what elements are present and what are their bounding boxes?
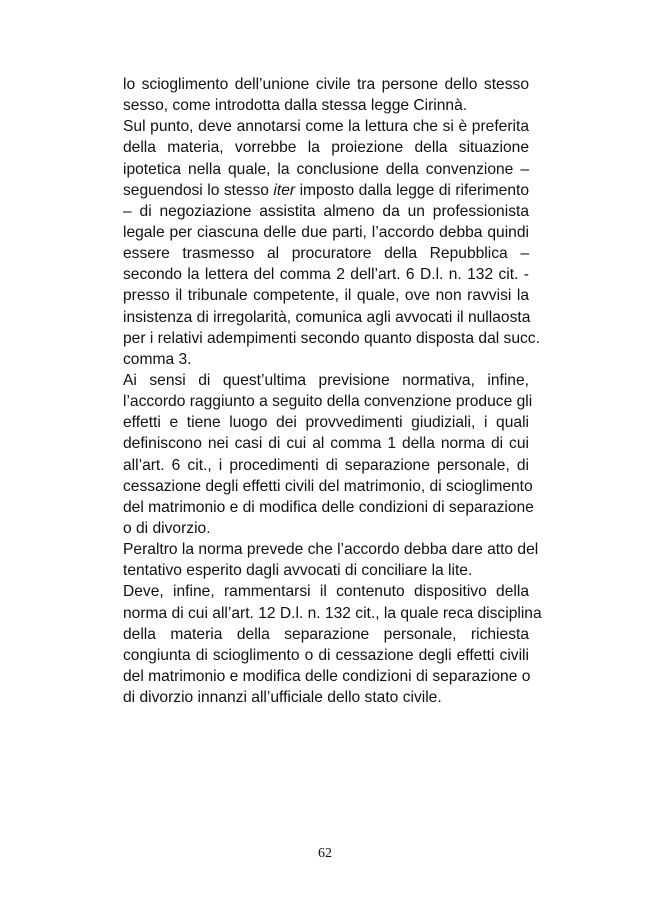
text-line: lo scioglimento dell’unione civile tra persone dello stesso: [123, 76, 529, 93]
text-line: legale per ciascuna delle due parti, l’accordo debba quindi: [123, 223, 529, 241]
text-line: essere trasmesso al procuratore della Repubblica –: [123, 245, 529, 263]
text-line: ipotetica nella quale, la conclusione della convenzione –: [123, 160, 529, 178]
text-line: della materia, vorrebbe la proiezione della situazione: [123, 139, 529, 157]
text-line: Sul punto, deve annotarsi come la lettura che si è preferita: [123, 118, 529, 136]
text-line: norma di cui all’art. 12 D.l. n. 132 cit., la quale reca disciplina: [123, 604, 542, 622]
text-line: all’art. 6 cit., i procedimenti di separazione personale, di: [123, 456, 529, 474]
text-line: Ai sensi di quest’ultima previsione normativa, infine,: [123, 371, 529, 389]
text-line: del matrimonio e di modifica delle condizioni di separazione: [123, 498, 534, 516]
page-number: 62: [318, 846, 332, 861]
text-line: comma 3.: [123, 350, 192, 368]
text-line: [123, 180, 529, 201]
text-line: insistenza di irregolarità, comunica agli avvocati il nullaosta: [123, 308, 531, 326]
text-segment: imposto dalla legge di riferimento: [295, 181, 529, 199]
text-line: o di divorzio.: [123, 519, 211, 537]
text-line: – di negoziazione assistita almeno da un professionista: [123, 202, 529, 220]
text-segment: seguendosi lo stesso: [123, 181, 274, 199]
body-text: [123, 74, 542, 708]
text-line: definiscono nei casi di cui al comma 1 della norma di cui: [123, 435, 529, 453]
text-line: sesso, come introdotta dalla stessa legge Cirinnà.: [123, 97, 468, 115]
text-line: della materia della separazione personale, richiesta: [123, 625, 529, 643]
text-line: di divorzio innanzi all’ufficiale dello stato civile.: [123, 689, 442, 707]
text-line: Deve, infine, rammentarsi il contenuto dispositivo della: [123, 583, 529, 601]
text-line: del matrimonio e modifica delle condizioni di separazione o: [123, 667, 531, 685]
text-line: per i relativi adempimenti secondo quanto disposta dal succ.: [123, 329, 540, 347]
text-line: effetti e tiene luogo dei provvedimenti giudiziali, i quali: [123, 414, 529, 432]
text-line: tentativo esperito dagli avvocati di conciliare la lite.: [123, 562, 473, 580]
text-line: secondo la lettera del comma 2 dell’art. 6 D.l. n. 132 cit. -: [123, 266, 529, 284]
text-line: Peraltro la norma prevede che l’accordo debba dare atto del: [123, 541, 539, 559]
italic-term: iter: [273, 181, 296, 199]
text-line: cessazione degli effetti civili del matrimonio, di scioglimento: [123, 477, 533, 495]
text-line: presso il tribunale competente, il quale, ove non ravvisi la: [123, 287, 529, 305]
text-line: congiunta di scioglimento o di cessazione degli effetti civili: [123, 646, 529, 664]
text-line: l’accordo raggiunto a seguito della convenzione produce gli: [123, 393, 533, 411]
